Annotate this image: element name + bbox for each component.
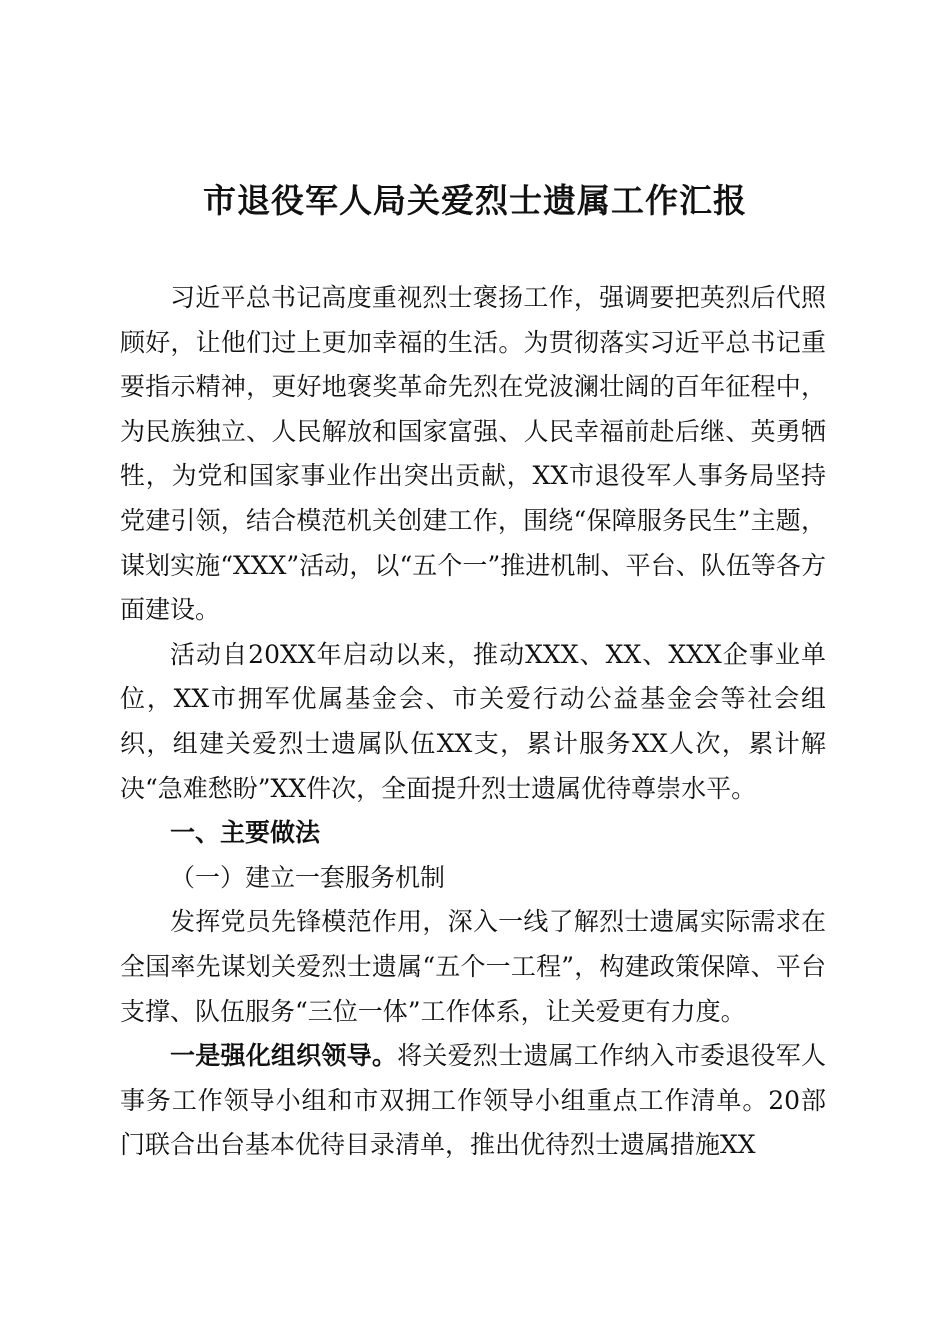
paragraph-mechanism: 发挥党员先锋模范作用，深入一线了解烈士遗属实际需求在全国率先谋划关爱烈士遗属“五个一工程”，构建政策保障、平台支撑、队伍服务“三位一体”工作体系，让关爱更有力度。 <box>120 907 826 1026</box>
document-title: 市退役军人局关爱烈士遗属工作汇报 <box>203 181 747 220</box>
document-body <box>120 276 826 1168</box>
paragraph-leadership-text: 将关爱烈士遗属工作纳入市委退役军人事务工作领导小组和市双拥工作领导小组重点工作清单。20部门联合出台基本优待目录清单，推出优待烈士遗属措施XX <box>120 1041 826 1160</box>
heading-main-practices: 一、主要做法 <box>170 818 321 848</box>
paragraph-activity: 活动自20XX年启动以来，推动XXX、XX、XXX企事业单位，XX市拥军优属基金会、市关爱行动公益基金会等社会组织，组建关爱烈士遗属队伍XX支，累计服务XX人次，累计解决“急难愁盼”XX件次，全面提升烈士遗属优待尊崇水平。 <box>120 639 826 803</box>
paragraph-leadership-lead: 一是强化组织领导。 <box>170 1041 398 1071</box>
subheading-service-mechanism: （一）建立一套服务机制 <box>170 862 446 892</box>
paragraph-leadership <box>120 1034 826 1168</box>
paragraph-intro: 习近平总书记高度重视烈士褒扬工作，强调要把英烈后代照顾好，让他们过上更加幸福的生活。为贯彻落实习近平总书记重要指示精神，更好地褒奖革命先烈在党波澜壮阔的百年征程中，为民族独立、人民解放和国家富强、人民幸福前赴后继、英勇牺牲，为党和国家事业作出突出贡献，XX市退役军人事务局坚持党建引领，结合模范机关创建工作，围绕“保障服务民生”主题，谋划实施“XXX”活动，以“五个一”推进机制、平台、队伍等各方面建设。 <box>120 283 826 625</box>
